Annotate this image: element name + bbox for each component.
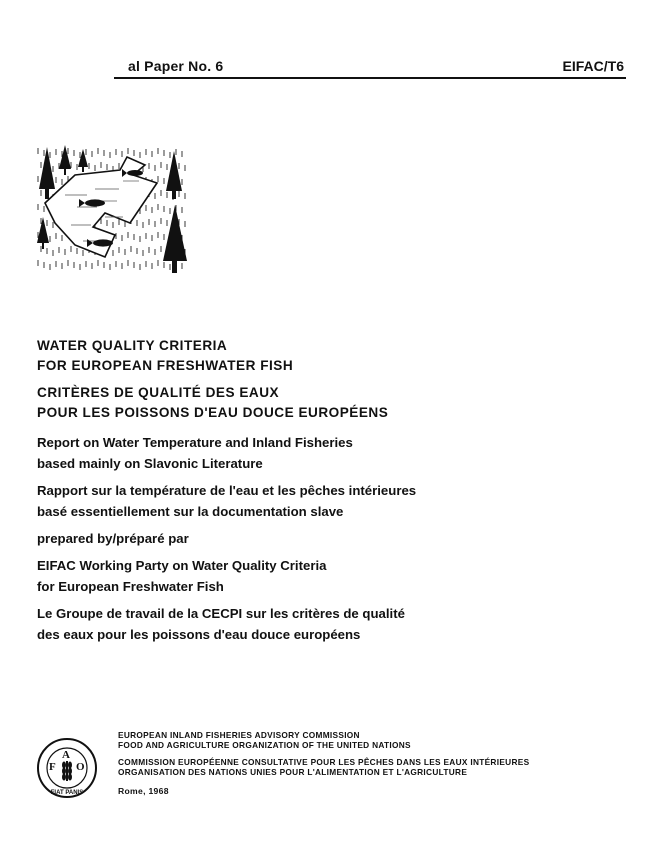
title-en-line2: FOR EUROPEAN FRESHWATER FISH xyxy=(37,358,294,373)
publisher-fr-line1: COMMISSION EUROPÉENNE CONSULTATIVE POUR LES PÊCHES DANS LES EAUX INTÉRIEURES xyxy=(118,757,530,768)
logo-letter-a: A xyxy=(62,749,70,761)
logo-motto: FIAT PANIS xyxy=(50,790,84,796)
publisher-block xyxy=(118,731,638,797)
document-code: EIFAC/T6 xyxy=(562,58,624,74)
party-fr-line1: Le Groupe de travail de la CECPI sur les critères de qualité xyxy=(37,606,405,621)
logo-letter-f: F xyxy=(49,761,56,773)
title-fr-line2: POUR LES POISSONS D'EAU DOUCE EUROPÉENS xyxy=(37,405,389,420)
report-en-line2: based mainly on Slavonic Literature xyxy=(37,456,263,471)
publisher-fr-line2: ORGANISATION DES NATIONS UNIES POUR L'ALIMENTATION ET L'AGRICULTURE xyxy=(118,766,468,777)
fao-fiat-panis-logo xyxy=(36,737,98,799)
title-fr-line1: CRITÈRES DE QUALITÉ DES EAUX xyxy=(37,385,280,400)
place-date: Rome, 1968 xyxy=(118,786,169,797)
report-fr-line2: basé essentiellement sur la documentation slave xyxy=(37,504,344,519)
wheat-ear-icon xyxy=(62,761,72,781)
publisher-en-line2: FOOD AND AGRICULTURE ORGANIZATION OF THE UNITED NATIONS xyxy=(118,739,411,750)
report-en-line1: Report on Water Temperature and Inland Fisheries xyxy=(37,435,353,450)
party-en-line2: for European Freshwater Fish xyxy=(37,579,224,594)
title-en-line1: WATER QUALITY CRITERIA xyxy=(37,338,228,353)
party-en-line1: EIFAC Working Party on Water Quality Criteria xyxy=(37,558,327,573)
title-block xyxy=(37,336,637,645)
publisher-en-line1: EUROPEAN INLAND FISHERIES ADVISORY COMMISSION xyxy=(118,730,360,740)
header-divider xyxy=(114,77,626,79)
prepared-by: prepared by/préparé par xyxy=(37,531,189,546)
series-title: al Paper No. 6 xyxy=(128,58,224,74)
logo-letter-o: O xyxy=(76,761,85,773)
fish-in-river-with-rain-and-pine-trees-icon xyxy=(35,145,190,273)
report-fr-line1: Rapport sur la température de l'eau et les pêches intérieures xyxy=(37,483,417,498)
party-fr-line2: des eaux pour les poissons d'eau douce européens xyxy=(37,627,361,642)
